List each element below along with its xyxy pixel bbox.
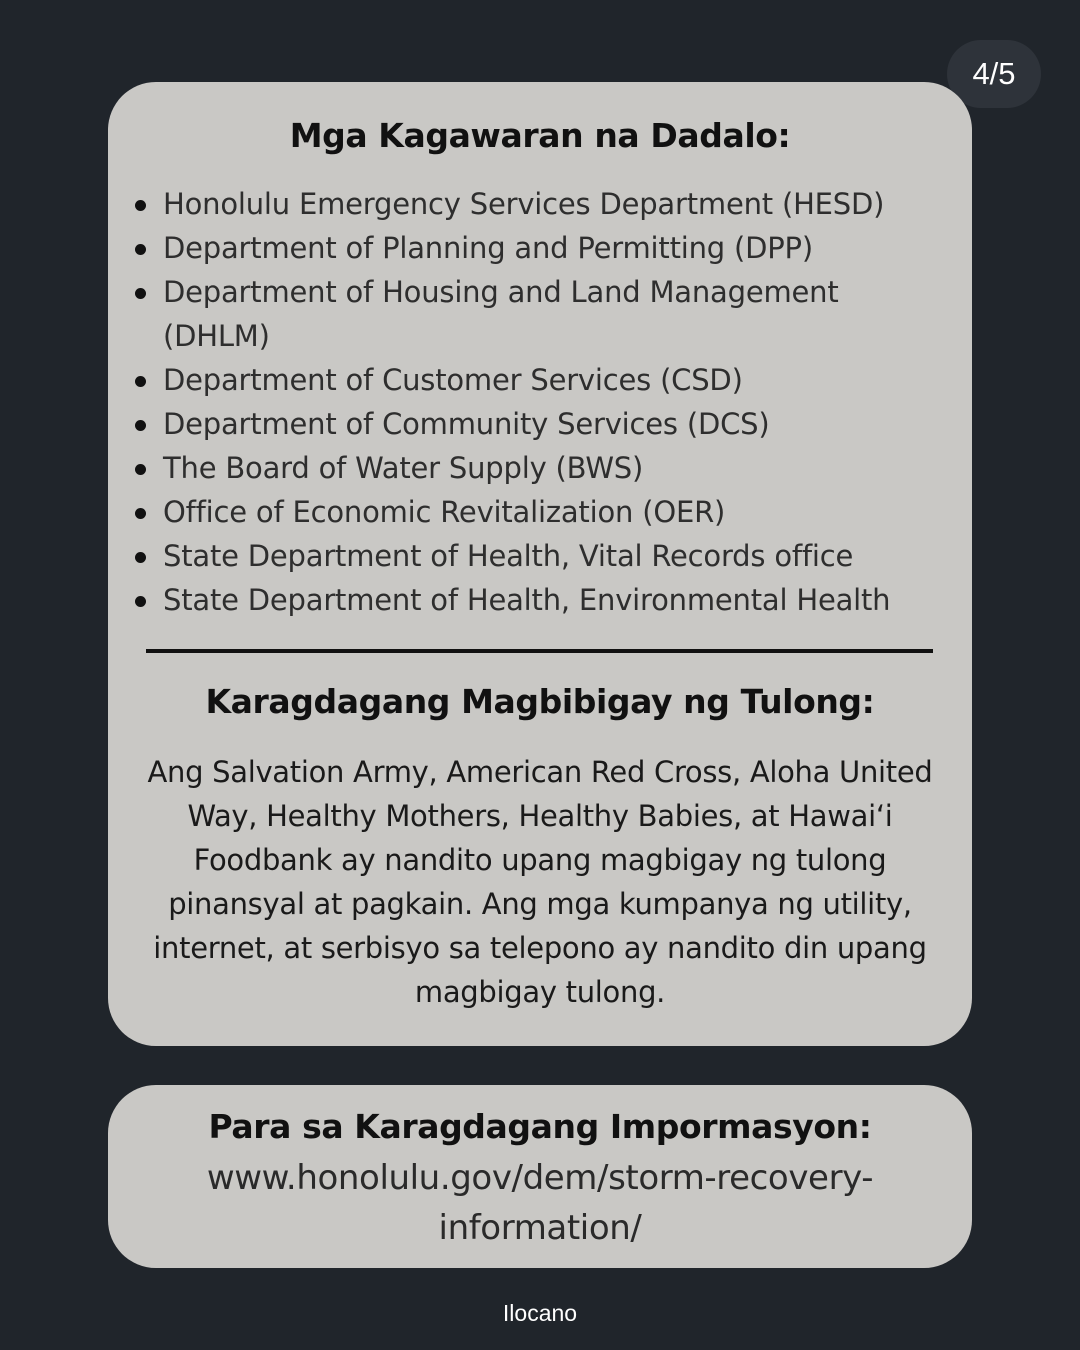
list-item	[108, 578, 893, 622]
bullet-icon	[135, 288, 146, 299]
list-item	[108, 534, 893, 578]
department-name: Department of Planning and Permitting (DPP)	[163, 231, 813, 265]
department-name: Department of Customer Services (CSD)	[163, 363, 743, 397]
list-item	[108, 358, 893, 402]
departments-list	[108, 182, 893, 622]
department-name: Honolulu Emergency Services Department (HESD)	[163, 187, 885, 221]
language-label: Ilocano	[502, 1300, 578, 1326]
bullet-icon	[135, 596, 146, 607]
bullet-icon	[135, 420, 146, 431]
page-counter: 4/5	[947, 40, 1041, 108]
department-name: Department of Housing and Land Management (DHLM)	[163, 275, 839, 353]
bullet-icon	[135, 200, 146, 211]
list-item	[108, 446, 893, 490]
more-info-card	[108, 1085, 972, 1268]
department-name: State Department of Health, Environmental Health	[163, 583, 891, 617]
list-item	[108, 226, 893, 270]
department-name: State Department of Health, Vital Records office	[163, 539, 854, 573]
list-item	[108, 490, 893, 534]
helpers-title: Karagdagang Magbibigay ng Tulong:	[205, 682, 875, 721]
more-info-url[interactable]: www.honolulu.gov/dem/storm-recovery-information/	[206, 1157, 874, 1248]
more-info-title: Para sa Karagdagang Impormasyon:	[208, 1107, 872, 1146]
department-name: The Board of Water Supply (BWS)	[163, 451, 644, 485]
helpers-description: Ang Salvation Army, American Red Cross, Aloha United Way, Healthy Mothers, Healthy Babies, at Hawai‘i Foodbank ay nandito upang magbigay ng tulong pinansyal at pagkain. Ang mga kumpanya ng utility, internet, at serbisyo sa telepono ay nandito din upang magbigay tulong.	[147, 755, 933, 1009]
list-item	[108, 402, 893, 446]
section-divider	[146, 649, 933, 653]
department-name: Department of Community Services (DCS)	[163, 407, 770, 441]
bullet-icon	[135, 244, 146, 255]
departments-card	[108, 82, 972, 1046]
department-name: Office of Economic Revitalization (OER)	[163, 495, 726, 529]
list-item	[108, 182, 893, 226]
list-item	[108, 270, 893, 358]
bullet-icon	[135, 464, 146, 475]
bullet-icon	[135, 552, 146, 563]
departments-title: Mga Kagawaran na Dadalo:	[289, 116, 791, 155]
bullet-icon	[135, 508, 146, 519]
bullet-icon	[135, 376, 146, 387]
